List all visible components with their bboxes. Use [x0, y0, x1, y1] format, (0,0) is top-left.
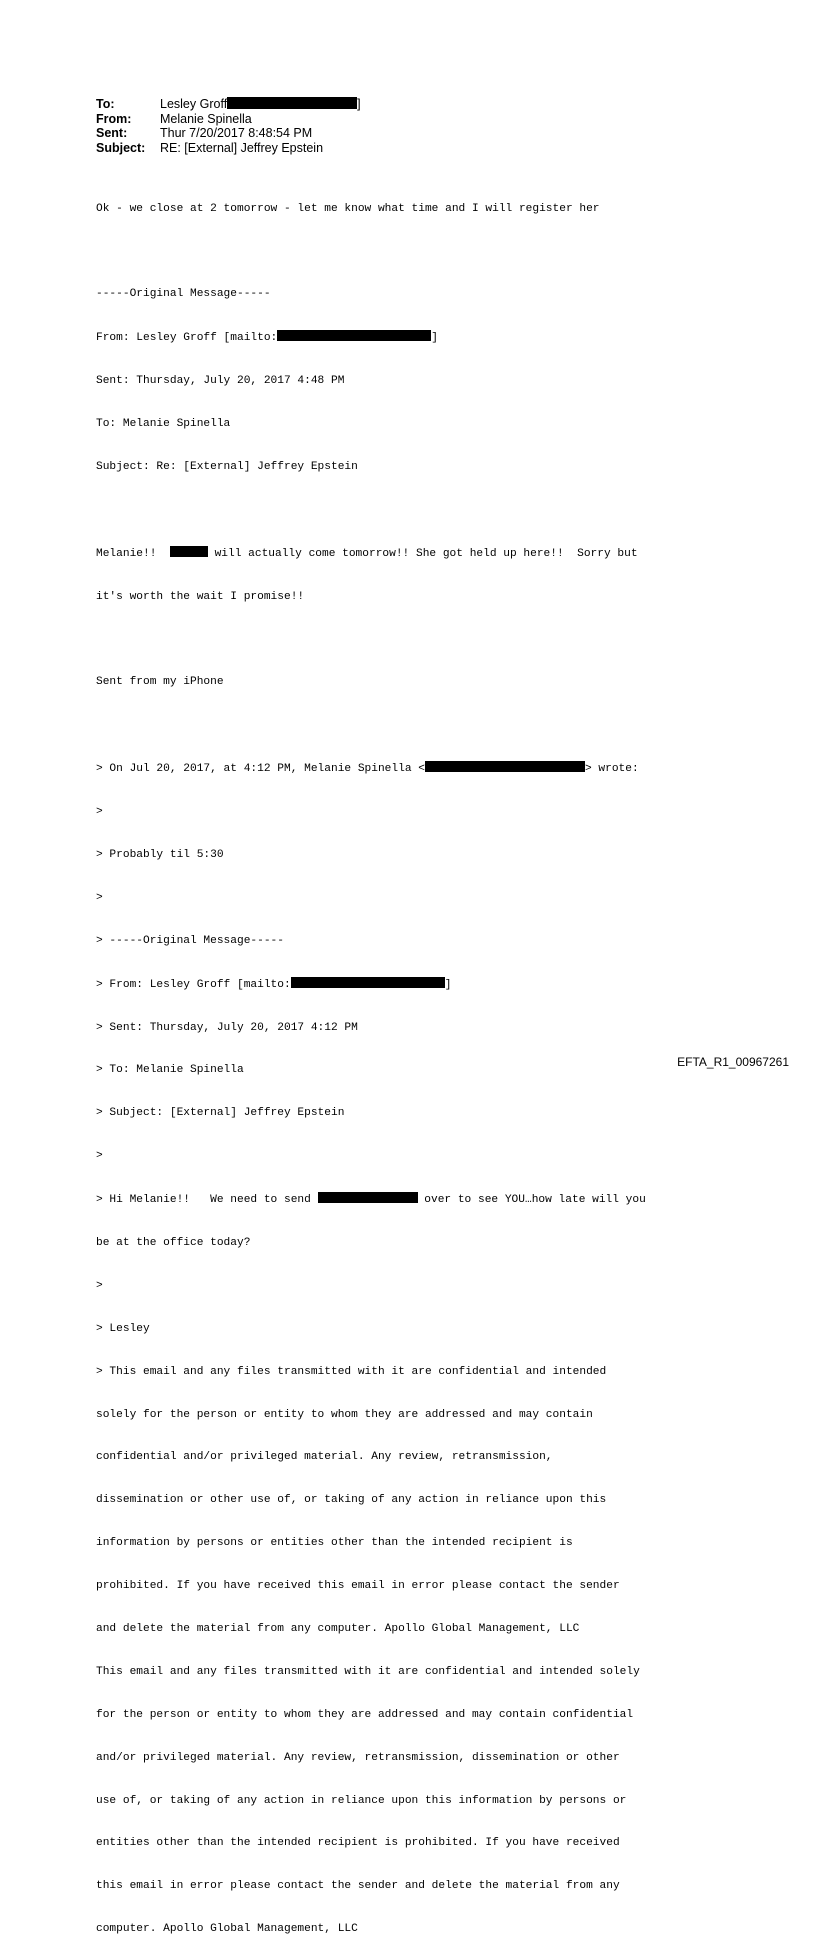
body-text: over to see YOU…how late will you — [417, 1194, 646, 1207]
body-line: be at the office today? — [96, 1236, 251, 1249]
body-text: will actually come tomorrow!! She got held up here!! Sorry but — [207, 547, 638, 560]
redaction-box — [425, 761, 585, 772]
subject-label: Subject: — [96, 140, 146, 155]
sent-row — [96, 126, 361, 141]
document-id: EFTA_R1_00967261 — [677, 1055, 789, 1069]
body-line: > — [96, 806, 103, 819]
blank-line — [96, 633, 646, 647]
body-text: Melanie!! — [96, 547, 170, 560]
body-line: > This email and any files transmitted with it are confidential and intended — [96, 1365, 607, 1378]
body-line: use of, or taking of any action in reliance upon this information by persons or — [96, 1794, 627, 1807]
body-line: it's worth the wait I promise!! — [96, 590, 305, 603]
sent-value: Thur 7/20/2017 8:48:54 PM — [160, 126, 313, 141]
body-line — [96, 546, 646, 561]
body-line: this email in error please contact the sender and delete the material from any — [96, 1880, 620, 1893]
body-text: ] — [444, 978, 452, 991]
body-text: > Hi Melanie!! We need to send — [96, 1194, 318, 1207]
body-text: > wrote: — [584, 763, 639, 776]
redaction-box — [170, 546, 208, 557]
body-line: > Sent: Thursday, July 20, 2017 4:12 PM — [96, 1021, 358, 1034]
redaction-box — [318, 1192, 418, 1203]
body-line: > Lesley — [96, 1322, 150, 1335]
body-line — [96, 1192, 646, 1207]
body-text: > On Jul 20, 2017, at 4:12 PM, Melanie Spinella < — [96, 763, 425, 776]
body-text: From: Lesley Groff [mailto: — [96, 332, 278, 345]
to-value: Lesley Groff — [160, 97, 228, 111]
body-line: To: Melanie Spinella — [96, 418, 231, 431]
body-line: > — [96, 891, 103, 904]
body-line: > To: Melanie Spinella — [96, 1064, 244, 1077]
body-line: entities other than the intended recipient is prohibited. If you have received — [96, 1837, 620, 1850]
body-line: Sent from my iPhone — [96, 676, 224, 689]
body-line: > Probably til 5:30 — [96, 848, 224, 861]
blank-line — [96, 244, 646, 258]
body-line: > Subject: [External] Jeffrey Epstein — [96, 1107, 345, 1120]
body-line: prohibited. If you have received this email in error please contact the sender — [96, 1580, 620, 1593]
body-line: Subject: Re: [External] Jeffrey Epstein — [96, 460, 358, 473]
body-line: solely for the person or entity to whom they are addressed and may contain — [96, 1408, 593, 1421]
subject-row — [96, 141, 361, 156]
body-line — [96, 330, 646, 345]
sent-label: Sent: — [96, 126, 128, 141]
body-line: > — [96, 1150, 103, 1163]
blank-line — [96, 718, 646, 732]
body-line — [96, 977, 646, 992]
to-close: ] — [357, 97, 361, 111]
body-line: > — [96, 1279, 103, 1292]
body-line: and/or privileged material. Any review, retransmission, dissemination or other — [96, 1751, 620, 1764]
body-line: Ok - we close at 2 tomorrow - let me know what time and I will register her — [96, 202, 600, 215]
to-row — [96, 97, 361, 112]
blank-line — [96, 503, 646, 517]
body-line: > -----Original Message----- — [96, 934, 284, 947]
from-value: Melanie Spinella — [160, 111, 252, 126]
body-line — [96, 761, 646, 776]
body-line: dissemination or other use of, or taking of any action in reliance upon this — [96, 1494, 607, 1507]
redaction-box — [277, 330, 431, 341]
email-header — [96, 97, 361, 155]
from-label: From: — [96, 111, 132, 126]
body-line: and delete the material from any computer. Apollo Global Management, LLC — [96, 1622, 580, 1635]
to-label: To: — [96, 97, 115, 111]
body-text: > From: Lesley Groff [mailto: — [96, 978, 291, 991]
body-line: confidential and/or privileged material. Any review, retransmission, — [96, 1451, 553, 1464]
body-line: for the person or entity to whom they are addressed and may contain confidential — [96, 1708, 634, 1721]
body-line: This email and any files transmitted with it are confidential and intended solely — [96, 1665, 640, 1678]
body-line: computer. Apollo Global Management, LLC — [96, 1923, 358, 1936]
redaction-box — [227, 97, 357, 109]
subject-value: RE: [External] Jeffrey Epstein — [160, 140, 324, 155]
from-row — [96, 112, 361, 127]
body-line: information by persons or entities other than the intended recipient is — [96, 1537, 573, 1550]
body-line: -----Original Message----- — [96, 288, 271, 301]
redaction-box — [291, 977, 445, 988]
body-text: ] — [431, 332, 438, 345]
body-line: Sent: Thursday, July 20, 2017 4:48 PM — [96, 375, 345, 388]
email-body — [96, 173, 646, 1951]
